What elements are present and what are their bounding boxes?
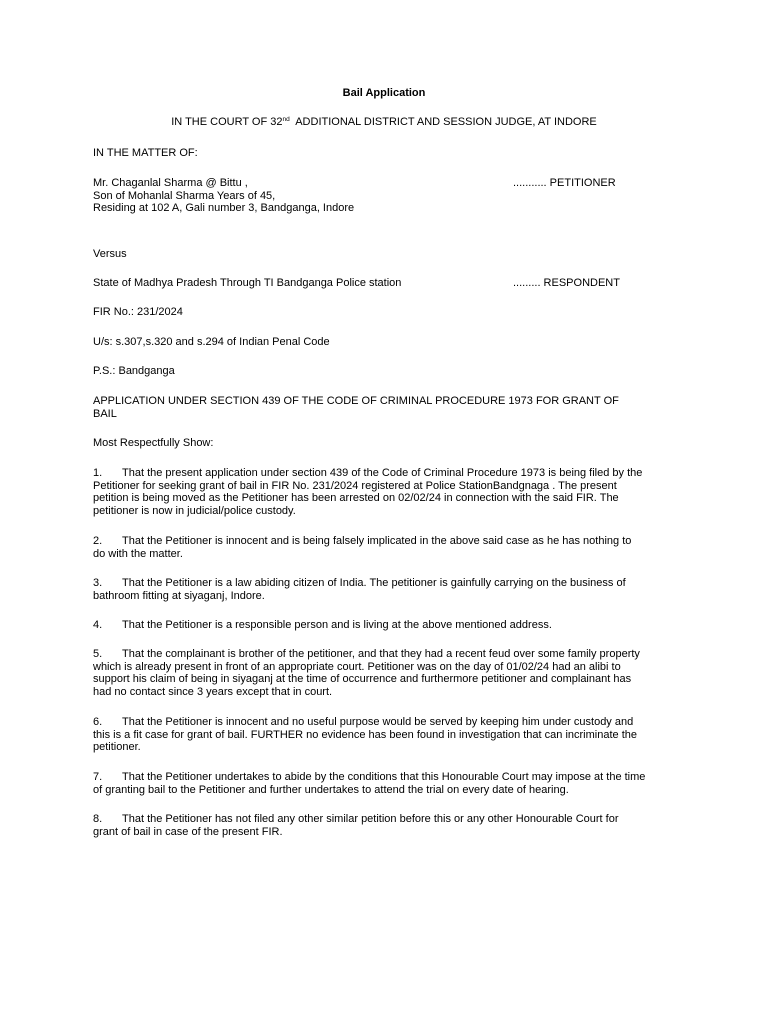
court-heading-suffix: ADDITIONAL DISTRICT AND SESSION JUDGE, AT INDORE (289, 116, 597, 128)
respondent-name: State of Madhya Pradesh Through TI Bandganga Police station (93, 277, 402, 289)
paragraph-line: petitioner is now in judicial/police custody. (93, 504, 296, 517)
paragraph-number: 7. (93, 771, 103, 783)
fir-number: FIR No.: 231/2024 (93, 306, 183, 318)
court-heading-prefix: IN THE COURT OF 32 (171, 116, 283, 128)
numbered-paragraph (93, 467, 685, 517)
numbered-paragraph (93, 716, 685, 754)
salutation: Most Respectfully Show: (93, 437, 214, 449)
petitioner-role: ........... PETITIONER (513, 177, 616, 189)
paragraph-text: That the Petitioner is innocent and is being falsely implicated in the above said case as he has nothing to (122, 535, 632, 547)
paragraph-line: support his claim of being in siyaganj at the time of occurrence and furthermore petitioner and complainant has (93, 673, 632, 685)
paragraph-text: That the Petitioner is a law abiding citizen of India. The petitioner is gainfully carrying on the business of (122, 577, 626, 589)
document-title: Bail Application (342, 87, 426, 99)
court-heading-ordinal: nd (282, 116, 290, 123)
paragraph-line (93, 467, 685, 480)
paragraph-line: which is already present in front of an appropriate court. Petitioner was on the day of 01/02/24 had an alibi to (93, 660, 621, 673)
paragraph-line: of granting bail to the Petitioner and further undertakes to attend the trial on every date of hearing. (93, 783, 569, 796)
numbered-paragraph (93, 771, 685, 796)
paragraph-line (93, 535, 685, 548)
paragraph-line: petitioner. (93, 741, 141, 753)
paragraph-line (93, 619, 685, 632)
numbered-paragraph (93, 577, 685, 602)
paragraph-line: had no contact since 3 years except that in court. (93, 685, 333, 698)
paragraph-text: That the Petitioner undertakes to abide by the conditions that this Honourable Court may impose at the time (122, 771, 646, 783)
paragraph-line (93, 648, 685, 661)
numbered-paragraph (93, 648, 685, 698)
numbered-paragraph (93, 535, 685, 560)
respondent-role: ......... RESPONDENT (513, 277, 620, 289)
versus-label: Versus (93, 248, 127, 260)
paragraph-number: 6. (93, 716, 103, 728)
court-heading (0, 116, 768, 129)
paragraph-line (93, 771, 685, 784)
numbered-paragraph (93, 619, 685, 632)
paragraph-line: Petitioner for seeking grant of bail in FIR No. 231/2024 registered at Police StationBandgnaga . The present (93, 479, 617, 492)
paragraph-text: That the Petitioner is a responsible person and is living at the above mentioned address. (122, 619, 552, 631)
paragraph-number: 2. (93, 535, 103, 547)
paragraph-line (93, 577, 685, 590)
paragraph-line (93, 716, 685, 729)
paragraph-text: That the Petitioner is innocent and no useful purpose would be served by keeping him under custody and (122, 716, 634, 728)
paragraph-line (93, 813, 685, 826)
petitioner-name: Mr. Chaganlal Sharma @ Bittu , (93, 177, 248, 189)
application-heading-line: BAIL (93, 407, 117, 420)
penal-sections: U/s: s.307,s.320 and s.294 of Indian Penal Code (93, 336, 330, 348)
paragraph-line: grant of bail in case of the present FIR. (93, 825, 283, 838)
paragraph-line: petition is being moved as the Petitioner has been arrested on 02/02/24 in connection with the said FIR. The (93, 492, 619, 504)
police-station: P.S.: Bandganga (93, 365, 175, 377)
application-heading-line: APPLICATION UNDER SECTION 439 OF THE CODE OF CRIMINAL PROCEDURE 1973 FOR GRANT OF (93, 395, 619, 407)
paragraph-number: 3. (93, 577, 103, 589)
paragraph-number: 1. (93, 467, 103, 479)
paragraph-number: 8. (93, 813, 103, 825)
petitioner-parent: Son of Mohanlal Sharma Years of 45, (93, 189, 276, 202)
numbered-paragraph (93, 813, 685, 838)
paragraph-text: That the Petitioner has not filed any other similar petition before this or any other Honourable Court for (122, 813, 619, 825)
paragraph-text: That the complainant is brother of the petitioner, and that they had a recent feud over some family property (122, 648, 640, 660)
paragraph-line: bathroom fitting at siyaganj, Indore. (93, 589, 265, 602)
petitioner-address: Residing at 102 A, Gali number 3, Bandganga, Indore (93, 202, 355, 214)
paragraph-text: That the present application under section 439 of the Code of Criminal Procedure 1973 is being filed by the (122, 467, 643, 479)
paragraph-number: 4. (93, 619, 103, 631)
paragraph-line: do with the matter. (93, 547, 183, 560)
matter-label: IN THE MATTER OF: (93, 147, 198, 159)
paragraph-line: this is a fit case for grant of bail. FURTHER no evidence has been found in investigation that can incriminate the (93, 728, 637, 741)
paragraph-number: 5. (93, 648, 103, 660)
